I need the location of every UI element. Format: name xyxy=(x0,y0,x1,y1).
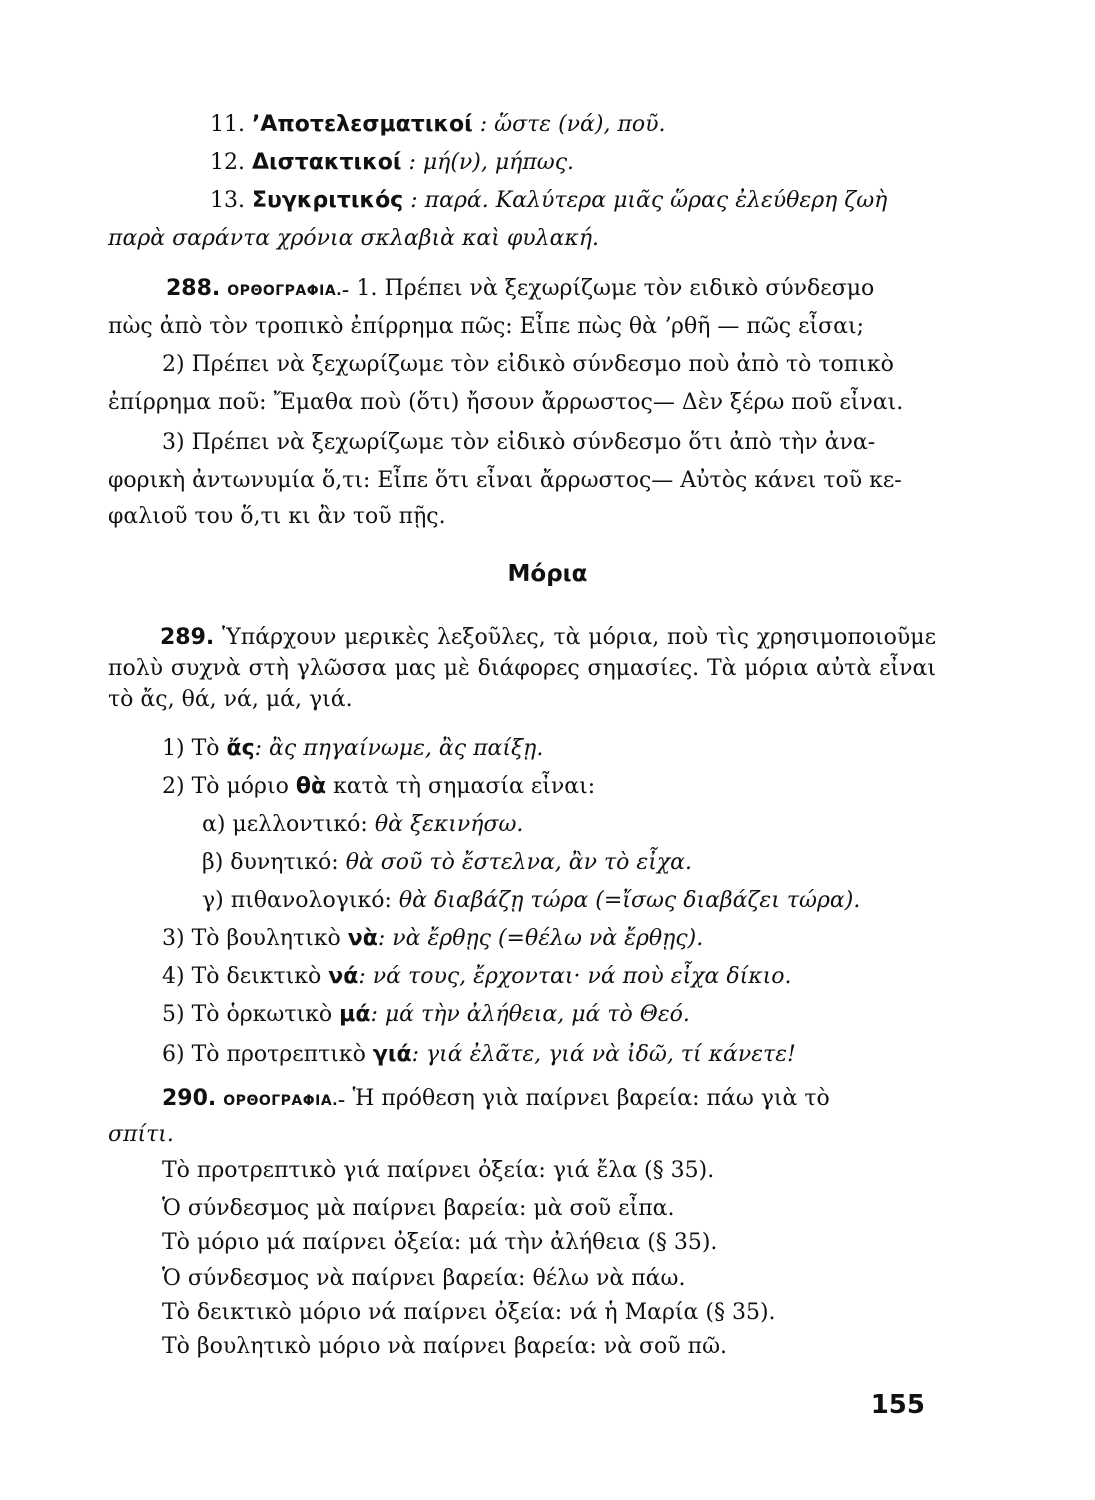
section-number: 290. xyxy=(162,1086,217,1111)
rule-4: Ὁ σύνδεσμος νὰ παίρνει βαρεία: θέλω νὰ πάω. xyxy=(162,1266,686,1291)
orthography-label: ΟΡΘΟΓΡΑΦΙΑ.– xyxy=(223,1093,346,1109)
rule-1: Τὸ προτρεπτικὸ γιά παίρνει ὀξεία: γιά ἔλα (§ 35). xyxy=(162,1158,715,1183)
rule-2: Ὁ σύνδεσμος μὰ παίρνει βαρεία: μὰ σοῦ εἶπα. xyxy=(162,1196,675,1221)
rule-5: Τὸ δεικτικὸ μόριο νά παίρνει ὀξεία: νά ἡ Μαρία (§ 35). xyxy=(162,1300,776,1325)
item-13-cont: παρὰ σαράντα χρόνια σκλαβιὰ καὶ φυλακή. xyxy=(108,226,600,251)
term: Συγκριτικός xyxy=(252,188,404,213)
section-288-p3b: φορικὴ ἀντωνυμία ὅ,τι: Εἶπε ὅτι εἶναι ἄρρωστος— Αὐτὸς κάνει τοῦ κε- xyxy=(108,468,902,493)
particle-ma: 5) Τὸ ὁρκωτικὸ μά: μά τὴν ἀλήθεια, μά τὸ Θεό. xyxy=(162,1002,690,1027)
tha-future: α) μελλοντικό: θὰ ξεκινήσω. xyxy=(202,812,524,837)
particle-gia: 6) Τὸ προτρεπτικὸ γιά: γιά ἐλᾶτε, γιά νὰ ἰδῶ, τί κάνετε! xyxy=(162,1042,796,1067)
section-290-line1: 290. ΟΡΘΟΓΡΑΦΙΑ.– Ἡ πρόθεση γιὰ παίρνει βαρεία: πάω γιὰ τὸ xyxy=(162,1086,830,1111)
section-number: 289. xyxy=(160,625,215,650)
page-number: 155 xyxy=(870,1390,925,1420)
orthography-label: ΟΡΘΟΓΡΑΦΙΑ.– xyxy=(227,283,350,299)
section-288-p3c: φαλιοῦ του ὅ,τι κι ἂν τοῦ πῇς. xyxy=(108,504,446,529)
tha-conditional: β) δυνητικό: θὰ σοῦ τὸ ἔστελνα, ἂν τὸ εἶχα. xyxy=(202,850,693,875)
particle-as: 1) Τὸ ἄς: ἂς πηγαίνωμε, ἂς παίξῃ. xyxy=(162,736,544,761)
section-288-line1: 288. ΟΡΘΟΓΡΑΦΙΑ.– 1. Πρέπει νὰ ξεχωρίζωμε τὸν ειδικὸ σύνδεσμο xyxy=(166,276,875,301)
section-288-p2a: 2) Πρέπει νὰ ξεχωρίζωμε τὸν εἰδικὸ σύνδεσμο ποὺ ἀπὸ τὸ τοπικὸ xyxy=(162,352,894,377)
section-289-intro: 289. Ὑπάρχουν μερικὲς λεξοῦλες, τὰ μόρια, ποὺ τὶς χρησιμοποιοῦμε πολὺ συχνὰ στὴ γλῶσσα μας μὲ διάφορες σημασίες. Τὰ μόρια αὐτὰ εἶναι τὸ ἄς, θά, νά, μά, γιά. xyxy=(108,625,936,712)
section-number: 288. xyxy=(166,276,221,301)
rule-6: Τὸ βουλητικὸ μόριο νὰ παίρνει βαρεία: νὰ σοῦ πῶ. xyxy=(162,1334,728,1359)
term: ʼΑποτελεσματικοί xyxy=(252,112,473,137)
tha-probable: γ) πιθανολογικό: θὰ διαβάζῃ τώρα (=ἴσως διαβάζει τώρα). xyxy=(202,888,861,913)
particle-tha: 2) Τὸ μόριο θὰ κατὰ τὴ σημασία εἶναι: xyxy=(162,774,596,799)
section-290-cont: σπίτι. xyxy=(108,1122,174,1147)
section-288-p3a: 3) Πρέπει νὰ ξεχωρίζωμε τὸν εἰδικὸ σύνδεσμο ὅτι ἀπὸ τὴν ἀνα- xyxy=(162,430,876,455)
item-11: 11. ʼΑποτελεσματικοί : ὥστε (νά), ποῦ. xyxy=(210,112,666,137)
particle-na-deictic: 4) Τὸ δεικτικὸ νά: νά τους, ἔρχονται· νά ποὺ εἶχα δίκιο. xyxy=(162,964,792,989)
rule-3: Τὸ μόριο μά παίρνει ὀξεία: μά τὴν ἀλήθεια (§ 35). xyxy=(162,1230,718,1255)
section-heading: Μόρια xyxy=(507,561,588,587)
particle-na-volitional: 3) Τὸ βουλητικὸ νὰ: νὰ ἔρθῃς (=θέλω νὰ ἔρθῃς). xyxy=(162,926,704,951)
section-288-line2: πὼς ἀπὸ τὸν τροπικὸ ἐπίρρημα πῶς: Εἶπε πὼς θὰ ʼρθῆ — πῶς εἶσαι; xyxy=(108,314,865,339)
section-288-p2b: ἐπίρρημα ποῦ: Ἔμαθα ποὺ (ὅτι) ἤσουν ἄρρωστος— Δὲν ξέρω ποῦ εἶναι. xyxy=(108,390,904,415)
item-13: 13. Συγκριτικός : παρά. Καλύτερα μιᾶς ὥρας ἐλεύθερη ζωὴ xyxy=(210,188,888,213)
term: Διστακτικοί xyxy=(252,150,402,175)
item-12: 12. Διστακτικοί : μή(ν), μήπως. xyxy=(210,150,575,175)
